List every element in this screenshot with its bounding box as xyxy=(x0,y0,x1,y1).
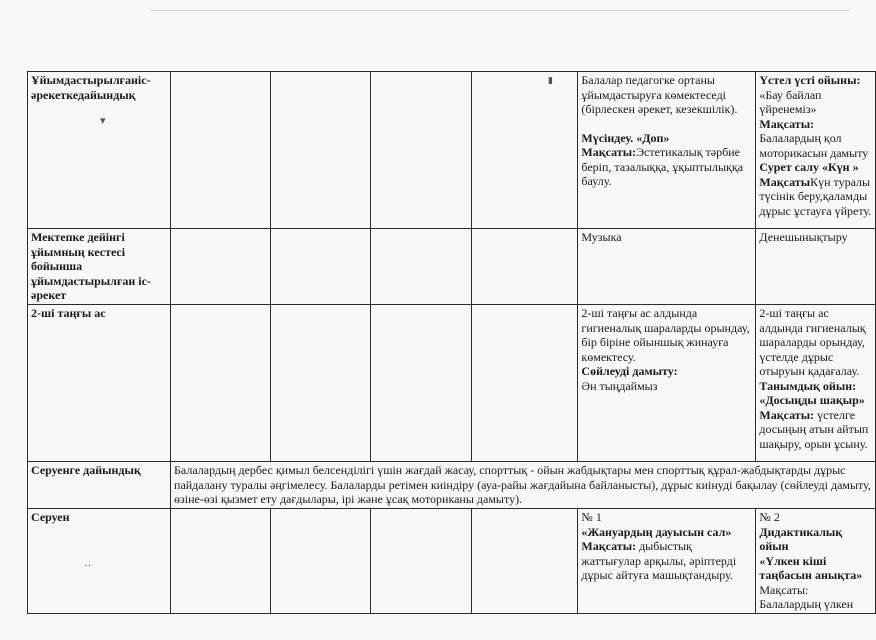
empty-cell xyxy=(472,229,578,305)
activity-title: «Жануардың дауысын сал» xyxy=(581,524,732,539)
empty-cell xyxy=(371,305,472,462)
row-label: Ұйымдастырылғаніс-әрекеткедайындық xyxy=(28,72,171,229)
goal-label: Мақсаты: xyxy=(759,407,815,422)
goal-text: дыбыстық жаттығулар арқылы, әріптерді дұрыс айтуға машықтандыру. xyxy=(581,539,737,582)
goal-text: Балалардың қол моторикасын дамыту xyxy=(759,131,869,160)
friday-cell: Денешынықтыру xyxy=(756,229,876,305)
empty-cell xyxy=(371,509,472,614)
empty-cell xyxy=(271,229,371,305)
goal-text: Балалардың үлкен xyxy=(759,597,854,611)
walk-prep-text: Балалардың дербес қимыл белсенділігі үшін жағдай жасау, спорттық - ойын жабдықтары мен спорттық құрал-жабдықтарды дұрыс пайдалану туралы әңгімелесу. Балаларды ретімен киіндіру (ауа-райы жағдайына байланысты), дұрыс киінуді бақылау (сөйлеуді дамыту, өзіне-өзі қызмет ету дағдылары, ірі және ұсақ моториканы дамыту). xyxy=(171,462,876,509)
row-label: Серуенге дайындық xyxy=(28,462,171,509)
empty-cell xyxy=(371,229,472,305)
activity-title-2: Сурет салу «Күн » xyxy=(759,160,859,174)
activity-title: «Үлкен кіші таңбасын анықта» xyxy=(759,553,863,582)
table-row xyxy=(28,509,876,614)
empty-cell xyxy=(472,72,578,229)
table-row xyxy=(28,72,876,229)
thursday-cell: Музыка xyxy=(578,229,756,305)
dev-label: Сөйлеуді дамыту: xyxy=(581,364,678,378)
game-name: «Досыңды шақыр» xyxy=(759,393,865,407)
goal-text-2: Күн туралы түсінік беру,қаламды дұрыс ұстауға үйрету. xyxy=(759,174,872,218)
activity-type: Дидактикалық ойын xyxy=(759,524,843,553)
goal-text: үстелге досыңың атын айтып шақыру, орын ұсыну. xyxy=(759,407,869,451)
activity-title: Мүсіндеу. «Доп» xyxy=(581,130,670,145)
empty-cell xyxy=(371,72,472,229)
daily-plan-table xyxy=(27,71,876,614)
friday-cell xyxy=(756,305,876,462)
empty-cell xyxy=(271,72,371,229)
goal-label-2: Мақсаты xyxy=(759,174,811,189)
cell-text: 2-ші таңғы ас алдында гигиеналық шараларды орындау, үстелде дұрыс отыруын қадағалау. xyxy=(759,306,866,378)
goal-label: Мақсаты: xyxy=(581,539,637,553)
game-label: Танымдық ойын: xyxy=(759,378,857,393)
row-label: 2-ші таңғы ас xyxy=(28,305,171,462)
game-name: «Бау байлап үйренеміз» xyxy=(759,87,822,116)
walk-number: № 2 xyxy=(759,510,780,524)
cell-text: 2-ші таңғы ас алдында гигиеналық шараларды орындау, бір біріне ойыншық жинауға көмектесу. xyxy=(581,306,750,364)
thursday-cell xyxy=(578,72,756,229)
walk-number: № 1 xyxy=(581,510,602,524)
scan-edge-line xyxy=(150,10,850,11)
table-row xyxy=(28,305,876,462)
goal-label: Мақсаты: xyxy=(581,145,637,159)
row-label: Серуен xyxy=(28,509,171,614)
activity-title: Үстел үсті ойыны: xyxy=(759,73,861,87)
dev-text: Ән тыңдаймыз xyxy=(581,378,658,393)
friday-cell xyxy=(756,509,876,614)
row-label: Мектепке дейінгі ұйымның кестесі бойынша ұйымдастырылған іс-әрекет xyxy=(28,229,171,305)
thursday-cell xyxy=(578,509,756,614)
goal-label: Мақсаты: xyxy=(759,116,815,131)
cell-text: Балалар педагогке ортаны ұйымдастыруға көмектеседі (бірлескен әрекет, кезекшілік). xyxy=(581,73,738,116)
goal-text: Эстетикалық тәрбие беріп, тазалыққа, ұқыптылыққа баулу. xyxy=(581,145,744,188)
empty-cell xyxy=(472,305,578,462)
table-row xyxy=(28,229,876,305)
empty-cell xyxy=(271,305,371,462)
friday-cell xyxy=(756,72,876,229)
empty-cell xyxy=(171,305,271,462)
scan-speck: ▮ xyxy=(548,75,553,85)
scan-speck: ▾ xyxy=(100,115,106,127)
empty-cell xyxy=(271,509,371,614)
thursday-cell xyxy=(578,305,756,462)
goal-label: Мақсаты: xyxy=(759,582,809,597)
table-row xyxy=(28,462,876,509)
scan-speck: ·· xyxy=(84,560,92,572)
empty-cell xyxy=(171,229,271,305)
empty-cell xyxy=(171,509,271,614)
empty-cell xyxy=(472,509,578,614)
empty-cell xyxy=(171,72,271,229)
